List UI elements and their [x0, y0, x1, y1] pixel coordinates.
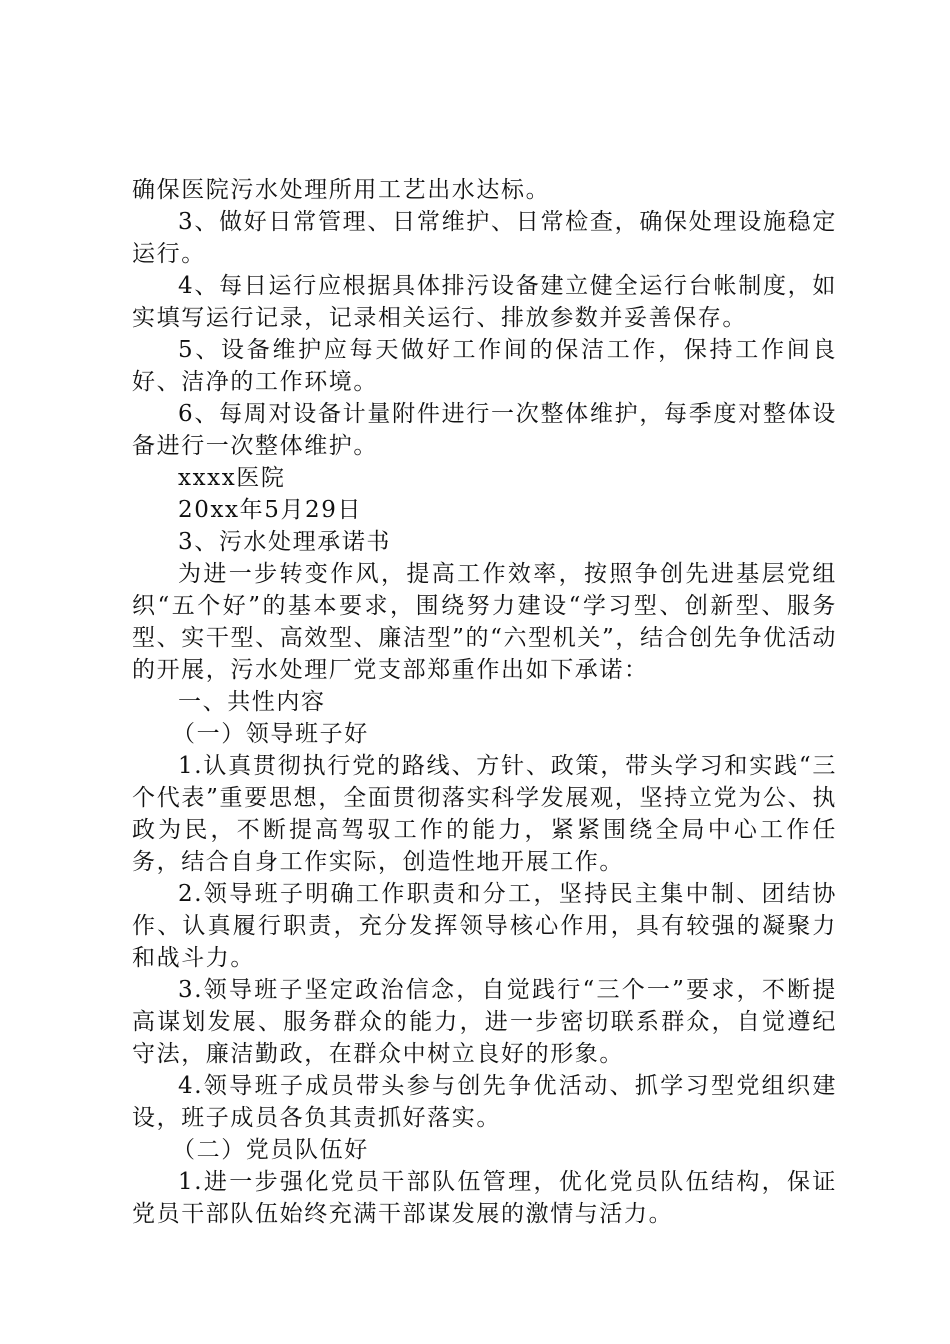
signature-organization: xxxx医院	[178, 465, 286, 491]
signature-date: 20xx年5月29日	[178, 497, 363, 523]
paragraph: 2.领导班子明确工作职责和分工，坚持民主集中制、团结协作、认真履行职责，充分发挥领导核心作用，具有较强的凝聚力和战斗力。	[132, 881, 837, 971]
paragraph: 1.认真贯彻执行党的路线、方针、政策，带头学习和实践“三个代表”重要思想，全面贯彻落实科学发展观，坚持立党为公、执政为民，不断提高驾驭工作的能力，紧紧围绕全局中心工作任务，结合自身工作实际，创造性地开展工作。	[132, 753, 837, 875]
paragraph: 1.进一步强化党员干部队伍管理，优化党员队伍结构，保证党员干部队伍始终充满干部谋发展的激情与活力。	[132, 1169, 837, 1227]
paragraph: 5、设备维护应每天做好工作间的保洁工作，保持工作间良好、洁净的工作环境。	[132, 337, 837, 395]
paragraph: 4、每日运行应根据具体排污设备建立健全运行台帐制度，如实填写运行记录，记录相关运行、排放参数并妥善保存。	[132, 273, 837, 331]
subsection-heading: （二）党员队伍好	[172, 1137, 369, 1163]
paragraph: 确保医院污水处理所用工艺出水达标。	[132, 177, 551, 203]
section-heading: 3、污水处理承诺书	[178, 529, 392, 555]
document-body	[132, 174, 837, 1230]
paragraph: 为进一步转变作风，提高工作效率，按照争创先进基层党组织“五个好”的基本要求，围绕努力建设“学习型、创新型、服务型、实干型、高效型、廉洁型”的“六型机关”，结合创先争优活动的开展，污水处理厂党支部郑重作出如下承诺：	[132, 561, 837, 683]
section-heading: 一、共性内容	[178, 689, 326, 715]
paragraph: 3.领导班子坚定政治信念，自觉践行“三个一”要求，不断提高谋划发展、服务群众的能力，进一步密切联系群众，自觉遵纪守法，廉洁勤政，在群众中树立良好的形象。	[132, 977, 837, 1067]
paragraph: 6、每周对设备计量附件进行一次整体维护，每季度对整体设备进行一次整体维护。	[132, 401, 837, 459]
paragraph: 4.领导班子成员带头参与创先争优活动、抓学习型党组织建设，班子成员各负其责抓好落实。	[132, 1073, 837, 1131]
paragraph: 3、做好日常管理、日常维护、日常检查，确保处理设施稳定运行。	[132, 209, 837, 267]
subsection-heading: （一）领导班子好	[172, 721, 369, 747]
